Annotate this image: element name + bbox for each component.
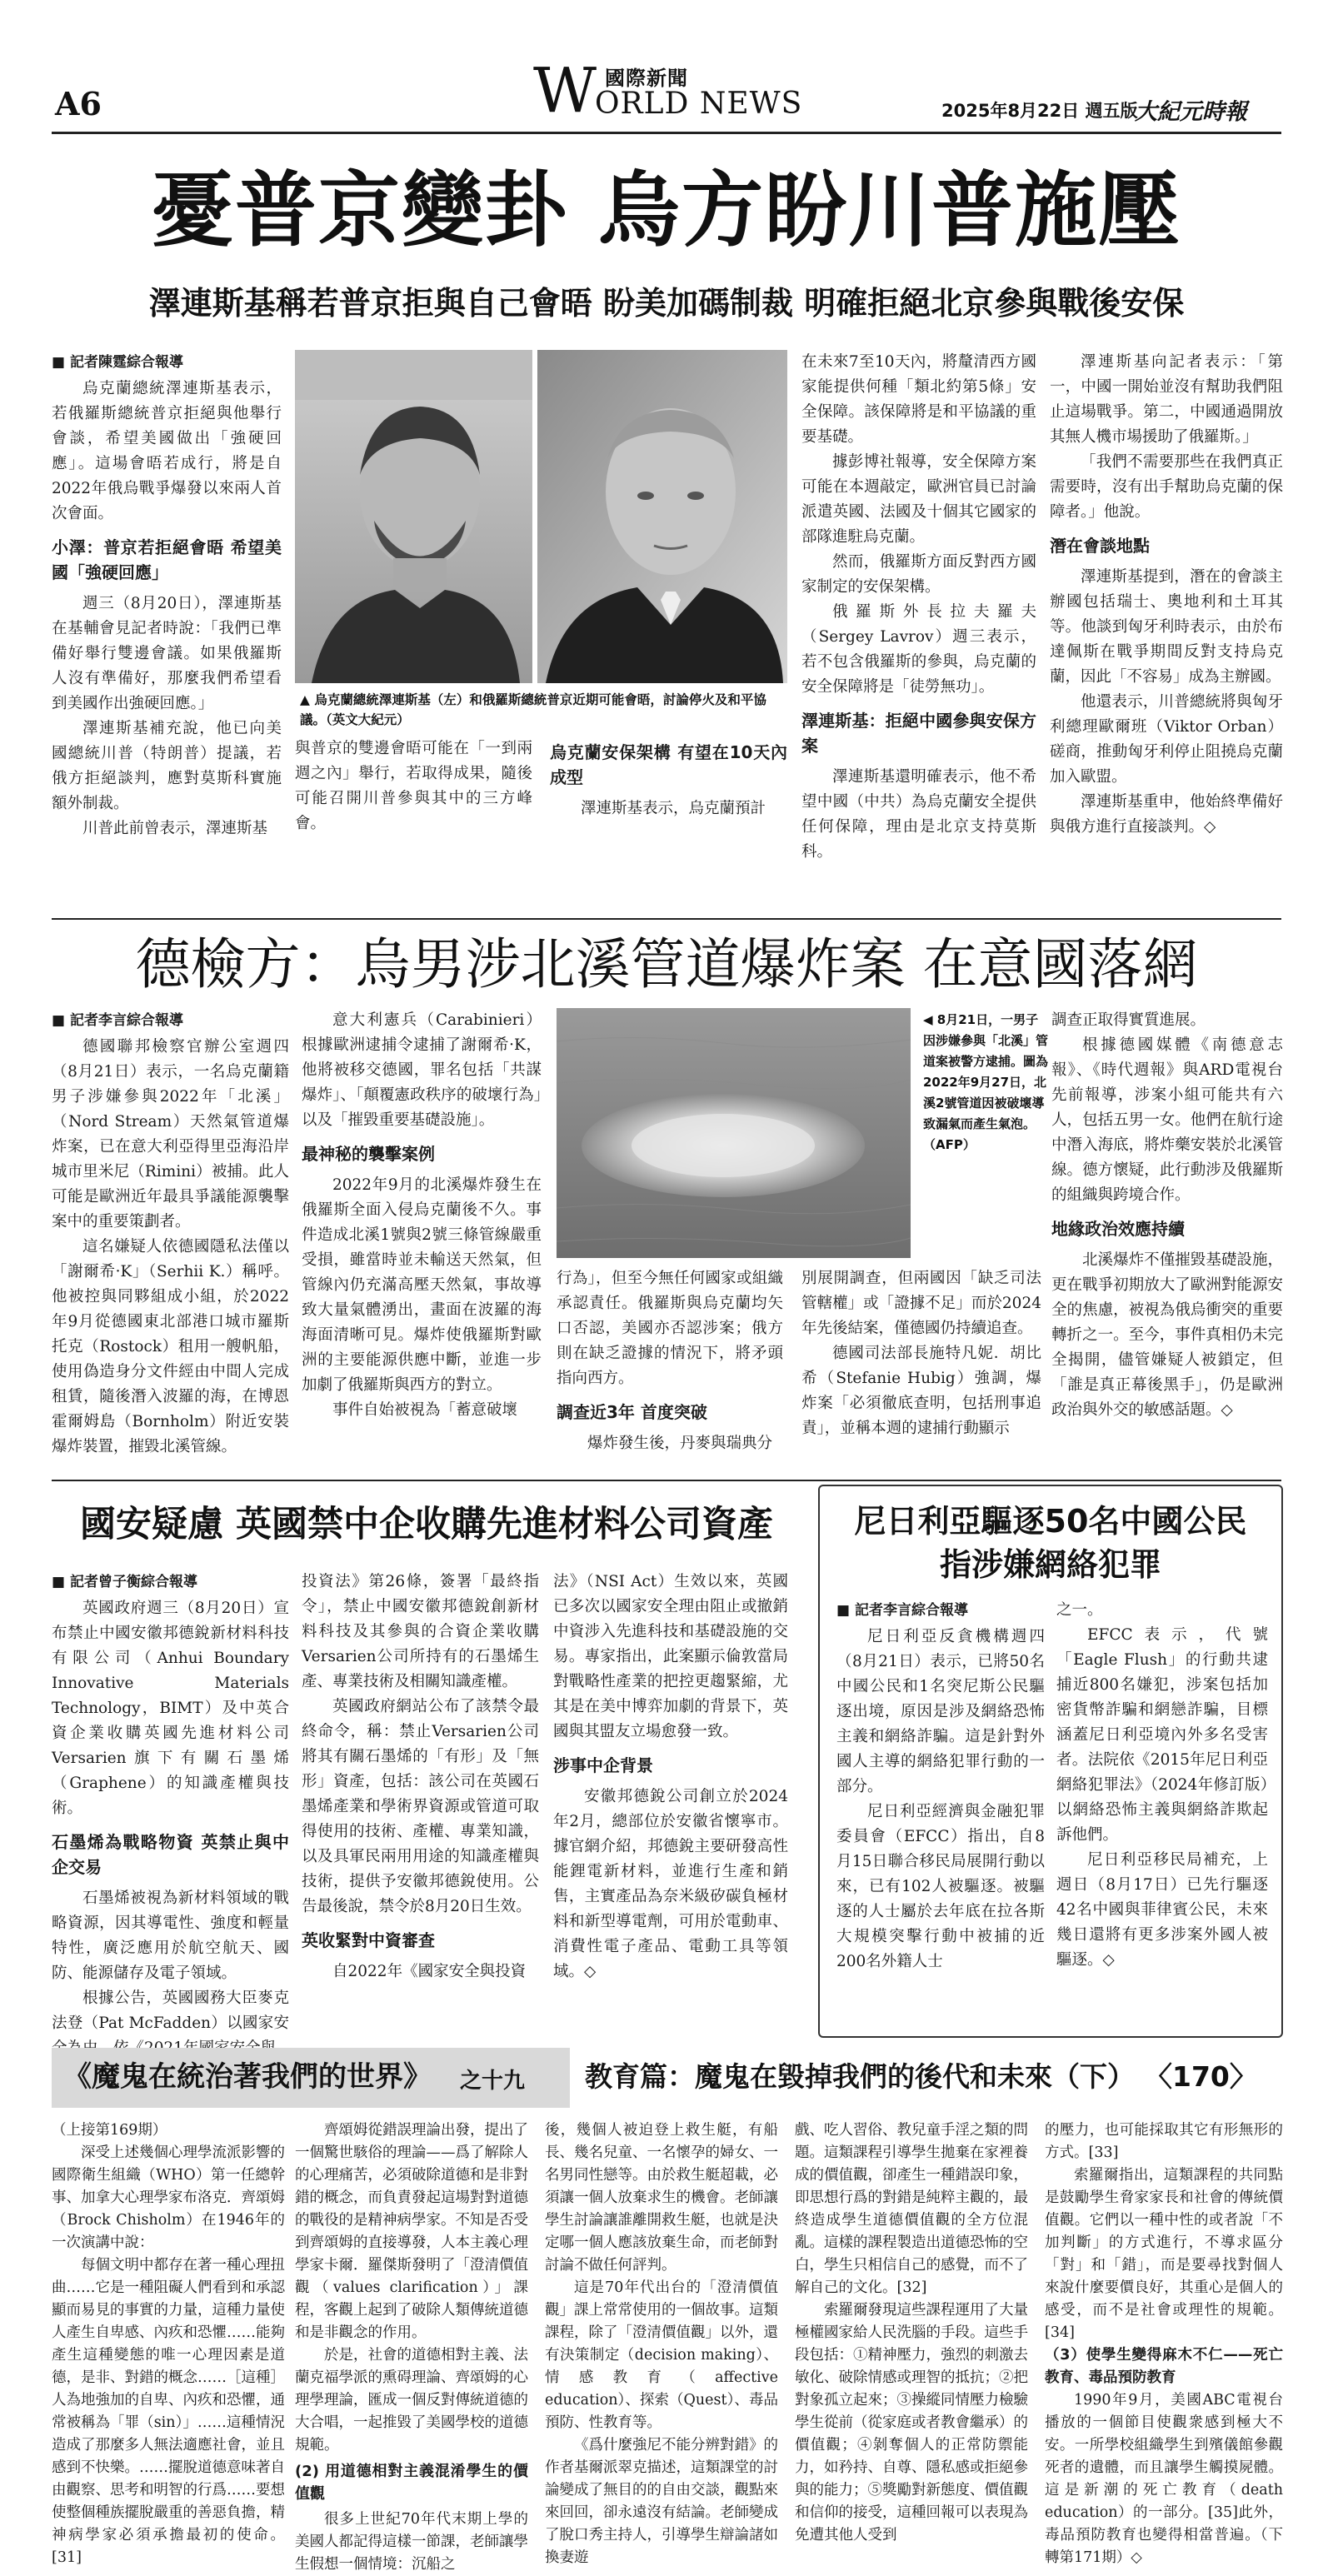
story5-paragraph: （上接第169期） bbox=[52, 2122, 167, 2139]
story2-paragraph: 事件自始被視為「蓄意破壞 bbox=[332, 1401, 518, 1419]
story1-subhead-1: 小澤：普京若拒絕會晤 希望美國「強硬回應」 bbox=[52, 537, 282, 582]
zelensky-photo bbox=[295, 350, 532, 683]
story3-paragraph: 英國政府週三（8月20日）宣布禁止中國安徽邦德銳新材料科技有限公司（Anhui Boundary Innovative Materials Technology，BIMT）及中英合資企業收購英國先進材料公司Versarien旗下有關石墨烯（Graphene）的知識產權與技術。 bbox=[52, 1600, 289, 1817]
story3-column-1 bbox=[52, 1570, 289, 2036]
issue-date: 2025年8月22日 週五版 bbox=[941, 101, 1138, 121]
zelensky-portrait-image bbox=[295, 350, 532, 683]
story3-subhead-2: 涉事中企背景 bbox=[553, 1755, 653, 1775]
section-logo bbox=[533, 55, 825, 127]
story2-paragraph: 爆炸發生後，丹麥與瑞典分 bbox=[587, 1435, 773, 1452]
story5-column-2 bbox=[295, 2119, 528, 2573]
section-title-cn: 國際新聞 bbox=[605, 67, 688, 90]
story5-paragraph: 索羅爾發現這些課程運用了大量極權國家給人民洗腦的手段。這些手段包括：①精神壓力，強烈的刺激去敏化、破除情感或理智的抵抗；②把對象孤立起來；③操縱同情壓力檢驗學生從前（從家庭或者教會繼承）的價值觀；④剝奪個人的正常防禦能力，如矜持、自尊、隱私感或拒絕參與的能力；⑤獎勵對新態度、價值觀和信仰的接受，這種回報可以表現為免遭其他人受到 bbox=[795, 2302, 1028, 2544]
story2-paragraph: 德國司法部長施特凡妮．胡比希（Stefanie Hubig）強調，爆炸案「必須徹底查明，包括刑事追責」，並稱本週的逮捕行動顯示 bbox=[801, 1345, 1041, 1437]
series-title: 《魔鬼在統治著我們的世界》 bbox=[63, 2060, 432, 2094]
story2-paragraph: 根據德國媒體《南德意志報》、《時代週報》與ARD電視台先前報導，涉案小組可能共有六人，包括五男一女。他們在航行途中潛入海底，將炸藥安裝於北溪管線。德方懷疑，此行動涉及俄羅斯的組織與跨境合作。 bbox=[1051, 1036, 1283, 1204]
story1-paragraph: 「我們不需要那些在我們真正需要時，沒有出手幫助烏克蘭的保障者。」他說。 bbox=[1050, 453, 1283, 521]
story2-subhead-1: 最神秘的襲擊案例 bbox=[302, 1144, 435, 1164]
gas-leak-sea-image bbox=[557, 1008, 911, 1258]
story2-paragraph: 行為」，但至今無任何國家或組織承認責任。俄羅斯與烏克蘭均矢口否認，美國亦否認涉案；俄方則在缺乏證據的情況下，將矛頭指向西方。 bbox=[557, 1270, 783, 1387]
story3-paragraph: 英國政府網站公布了該禁令最終命令，稱：禁止Versarien公司將其有關石墨烯的「有形」及「無形」資產，包括：該公司在英國石墨烯產業和學術界資源或管道可取得使用的技術、產權、專業知識，以及具軍民兩用用途的知識產權與技術，提供予安徽邦德銳使用。公告最後說，禁令於8月20日生效。 bbox=[302, 1698, 539, 1915]
chapter-title: 教育篇：魔鬼在毀掉我們的後代和未來（下） bbox=[585, 2060, 1135, 2093]
paper-name: 大紀元時報 bbox=[1135, 99, 1247, 125]
story1-paragraph: 澤連斯基表示，烏克蘭預計 bbox=[581, 800, 766, 817]
story5-column-3 bbox=[545, 2119, 778, 2566]
story2-paragraph: 別展開調查，但兩國因「缺乏司法管轄權」或「證據不足」而於2024年先後結案，僅德國仍持續追查。 bbox=[801, 1270, 1041, 1337]
story1-column-5 bbox=[1050, 350, 1283, 916]
story4-paragraph: 尼日利亞移民局補充，上週日（8月17日）已先行驅逐42名中國與菲律賓公民，未來幾日還將有更多涉案外國人被驅逐。◇ bbox=[1056, 1851, 1268, 1969]
story1-paragraph: 川普此前曾表示，澤連斯基 bbox=[82, 820, 268, 837]
story1-subhead-4: 潛在會談地點 bbox=[1050, 536, 1150, 556]
story3-headline: 國安疑慮 英國禁中企收購先進材料公司資產 bbox=[80, 1504, 773, 1545]
story4-paragraph: EFCC表示，代號「Eagle Flush」的行動共逮捕近800名嫌犯，涉案包括加密貨幣詐騙和網戀詐騙，目標涵蓋尼日利亞境內外多名受害者。法院依《2015年尼日利亞網絡犯罪法》（2024年修訂版）以網絡恐怖主義與網絡詐欺起訴他們。 bbox=[1056, 1626, 1268, 1844]
story1-byline: ■ 記者陳霆綜合報導 bbox=[52, 354, 183, 371]
story3-column-3 bbox=[553, 1570, 788, 2036]
divider bbox=[52, 918, 1281, 920]
story2-paragraph: 2022年9月的北溪爆炸發生在俄羅斯全面入侵烏克蘭後不久。事件造成北溪1號與2號三條管線嚴重受損，雖當時並未輸送天然氣，但管線內仍充滿高壓天然氣，事故導致大量氣體湧出，畫面在波羅的海海面清晰可見。爆炸使俄羅斯對歐洲的主要能源供應中斷，並進一步加劇了俄羅斯與西方的對立。 bbox=[302, 1176, 542, 1394]
story5-paragraph: 齊頌姆從錯誤理論出發，提出了一個驚世駭俗的理論——爲了解除人的心理痛苦，必須破除道德和是非對錯的概念，而負責發起這場對對道德的戰役的是精神病學家。不知是否受到齊頌姆的直接導發，人本主義心理學家卡爾．羅傑斯發明了「澄清價值觀（values clarification）」課程，客觀上起到了破除人類傳統道德和是非觀念的作用。 bbox=[295, 2122, 528, 2341]
story4-column-2 bbox=[1056, 1598, 1268, 2031]
story1-column-3 bbox=[550, 736, 787, 911]
story5-paragraph: 每個文明中都存在著一種心理扭曲……它是一種阻礙人們看到和承認顯而易見的事實的力量，這種力量使人產生自卑感、內疚和恐懼……能夠產生這種變態的唯一心理因素是道德，是非、對錯的概念……［這種］人為地強加的自卑、內疚和恐懼，通常被稱為「罪（sin）」……這種情況造成了那麼多人無法適應社會，並且感到不快樂。……擺脫道德意味著自由觀察、思考和明智的行爲……要想使整個種族擺脫嚴重的善惡負擔，精神病學家必須承擔最初的使命。[31] bbox=[52, 2257, 285, 2566]
section-title-en: ORLD NEWS bbox=[595, 87, 803, 121]
putin-photo bbox=[537, 350, 787, 683]
divider bbox=[52, 1480, 1281, 1481]
story2-byline: ■ 記者李言綜合報導 bbox=[52, 1012, 183, 1029]
nordstream-photo bbox=[557, 1008, 911, 1258]
story3-paragraph: 石墨烯被視為新材料領域的戰略資源，因其導電性、強度和輕量特性，廣泛應用於航空航天、國防、能源儲存及電子領域。 bbox=[52, 1890, 289, 1982]
story1-subhead-3: 澤連斯基：拒絕中國參與安保方案 bbox=[801, 711, 1036, 756]
masthead bbox=[0, 0, 1333, 158]
story5-paragraph: 《爲什麼強尼不能分辨對錯》的作者基爾派翠克描述，這類課堂的討論變成了無目的的自由交談，觀點來來回回，卻永遠沒有結論。老師變成了脫口秀主持人，引導學生辯論諸如換妻遊 bbox=[545, 2437, 778, 2566]
story1-paragraph: 澤連斯基重申，他始終準備好與俄方進行直接談判。◇ bbox=[1050, 793, 1283, 836]
story3-column-2 bbox=[302, 1570, 539, 2036]
story2-column-2 bbox=[302, 1008, 542, 1475]
story3-paragraph: 安徽邦德銳公司創立於2024年2月，總部位於安徽省懷寧市。據官網介紹，邦德銳主要研發高性能鋰電新材料，並進行生產和銷售，主實產品為奈米級矽碳負極材料和新型導電劑，可用於電動車、消費性電子產品、電動工具等領域。◇ bbox=[553, 1788, 788, 1980]
story4-paragraph: 尼日利亞經濟與金融犯罪委員會（EFCC）指出，自8月15日聯合移民局展開行動以來，已有102人被驅逐。被驅逐的人士屬於去年底在拉各斯大規模突擊行動中被捕的近200名外籍人士 bbox=[836, 1803, 1045, 1970]
chapter-number: 〈170〉 bbox=[1145, 2060, 1257, 2093]
story1-paragraph: 澤連斯基補充說，他已向美國總統川普（特朗普）提議，若俄方拒絕談判，應對莫斯科實施額外制裁。 bbox=[52, 720, 282, 812]
story5-paragraph: 1990年9月，美國ABC電視台播放的一個節目使觀衆感到極大不安。一所學校組織學生到殯儀館參觀死者的遺體，而且讓學生觸摸屍體。這是新潮的死亡教育（death education）的一部分。[35]此外，毒品預防教育也變得相當普遍。（下轉第171期）◇ bbox=[1045, 2392, 1283, 2566]
story1-paragraph: 週三（8月20日），澤連斯基在基輔會見記者時說：「我們已準備好舉行雙邊會議。如果俄羅斯人沒有準備好，那麼我們希望看到美國作出強硬回應。」 bbox=[52, 595, 282, 712]
story2-paragraph: 這名嫌疑人依德國隱私法僅以「謝爾希·K」（Serhii K.）稱呼。他被控與同夥組成小組，於2022年9月從德國東北部港口城市羅斯托克（Rostock）租用一艘帆船，使用偽造身分文件經由中間人完成租賃，隨後潛入波羅的海，在博恩霍爾姆島（Bornholm）附近安裝爆炸裝置，摧毀北溪管線。 bbox=[52, 1238, 289, 1455]
story2-subhead-2: 調查近3年 首度突破 bbox=[557, 1402, 707, 1422]
story2-column-4 bbox=[801, 1266, 1041, 1475]
story2-subhead-3: 地緣政治效應持續 bbox=[1051, 1219, 1185, 1239]
story1-column-2 bbox=[295, 736, 532, 911]
story5-paragraph: 很多上世紀70年代末期上學的美國人都記得這樣一節課，老師讓學生假想一個情境：沉船之 bbox=[295, 2511, 528, 2573]
story2-column-5 bbox=[1051, 1008, 1283, 1475]
story1-photo-caption: ▲ 烏克蘭總統澤連斯基（左）和俄羅斯總統普京近期可能會晤，討論停火及和平協議。（英文大紀元） bbox=[300, 692, 766, 727]
story5-paragraph: 後，幾個人被迫登上救生艇，有船長、幾名兒童、一名懷孕的婦女、一名男同性戀等。由於救生艇超載，必須讓一個人放棄求生的機會。老師讓學生討論讓誰離開救生艇，也就是決定哪一個人應該放棄生命，而老師對討論不做任何評判。 bbox=[545, 2122, 778, 2274]
story2-paragraph: 德國聯邦檢察官辦公室週四（8月21日）表示，一名烏克蘭籍男子涉嫌參與2022年「北溪」（Nord Stream）天然氣管道爆炸案，已在意大利亞得里亞海沿岸城市里米尼（Rimini）被捕。此人可能是歐洲近年最具爭議能源襲擊案中的重要策劃者。 bbox=[52, 1038, 289, 1231]
story5-subhead-1: (2) 用道德相對主義混淆學生的價值觀 bbox=[295, 2463, 528, 2503]
story4-paragraph: 之一。 bbox=[1056, 1601, 1103, 1619]
story5-paragraph: （3）使學生變得麻木不仁——死亡教育、毒品預防教育 bbox=[1045, 2347, 1283, 2386]
story3-subhead-1: 石墨烯為戰略物資 英禁止與中企交易 bbox=[52, 1832, 289, 1877]
story1-paragraph: 與普京的雙邊會晤可能在「一到兩週之內」舉行，若取得成果，隨後可能召開川普參與其中的三方峰會。 bbox=[295, 740, 532, 832]
story1-paragraph: 澤連斯基提到，潛在的會談主辦國包括瑞士、奧地利和土耳其等。他談到匈牙利時表示，由於布達佩斯在戰爭期間反對支持烏克蘭，因此「不容易」成為主辦國。 bbox=[1050, 568, 1283, 686]
series-banner bbox=[52, 2048, 1281, 2108]
story3-paragraph: 根據公告，英國國務大臣麥克法登（Pat McFadden）以國家安 bbox=[52, 1989, 289, 2032]
story2-column-1 bbox=[52, 1008, 289, 1475]
story5-paragraph: 這是70年代出台的「澄清價值觀」課上常常使用的一個故事。這類課程，除了「澄清價值觀」以外，還有決策制定（decision making）、情感教育（affective education）、探索（Quest）、毒品預防、性教育等。 bbox=[545, 2279, 778, 2431]
story5-paragraph: 於是，社會的道德相對主義、法蘭克福學派的熏碍理論、齊頌姆的心理學理論，匯成一個反對傳統道德的大合唱，一起推毀了美國學校的道德規範。 bbox=[295, 2347, 528, 2454]
story5-column-1 bbox=[52, 2119, 285, 2566]
putin-portrait-image bbox=[537, 350, 787, 683]
page-number: A6 bbox=[55, 85, 102, 122]
story1-paragraph: 澤連斯基向記者表示：「第一，中國一開始並沒有幫助我們阻止這場戰爭。第二，中國通過開放其無人機市場援助了俄羅斯。」 bbox=[1050, 353, 1283, 446]
story4-headline-line2: 指涉嫌網絡犯罪 bbox=[939, 1546, 1161, 1583]
section-logo-w: W bbox=[533, 55, 597, 127]
story2-column-3 bbox=[557, 1266, 783, 1475]
story3-subhead-2: 英收緊對中資審查 bbox=[302, 1930, 435, 1950]
story1-paragraph: 然而，俄羅斯方面反對西方國家制定的安保架構。 bbox=[801, 553, 1036, 596]
story5-paragraph: 深受上述幾個心理學流派影響的國際衛生組織（WHO）第一任總幹事、加拿大心理學家布洛克．齊頌姆（Brock Chisholm）在1946年的一次演講中說： bbox=[52, 2144, 285, 2251]
series-part: 之十九 bbox=[460, 2069, 526, 2094]
story3-paragraph: 投資法》第26條，簽署「最終指令」，禁止中國安徽邦德銳創新材料科技及其參與的合資企業收購Versarien公司所持有的石墨烯生產、專業技術及相關知識產權。 bbox=[302, 1573, 539, 1690]
story1-paragraph: 據彭博社報導，安全保障方案可能在本週敲定，歐洲官員已討論派遣英國、法國及十個其它國家的部隊進駐烏克蘭。 bbox=[801, 453, 1036, 546]
masthead-rule bbox=[52, 132, 1281, 134]
story2-photo-caption: ◀ 8月21日，一男子因涉嫌參與「北溪」管道案被警方逮捕。圖為2022年9月27日，北溪2號管道因被破壞導致漏氣而產生氣泡。（AFP） bbox=[923, 1012, 1049, 1152]
story1-paragraph: 烏克蘭總統澤連斯基表示，若俄羅斯總統普京拒絕與他舉行會談，希望美國做出「強硬回應」。這場會晤若成行，將是自2022年俄烏戰爭爆發以來兩人首次會面。 bbox=[52, 380, 282, 522]
story4-byline: ■ 記者李言綜合報導 bbox=[836, 1602, 968, 1619]
story4-column-1 bbox=[836, 1598, 1045, 2031]
story2-paragraph: 意大利憲兵（Carabinieri）根據歐洲逮捕令逮捕了謝爾希·K，他將被移交德國，罪名包括「共謀爆炸」、「顛覆憲政秩序的破壞行為」以及「摧毀重要基礎設施」。 bbox=[302, 1011, 542, 1129]
story4-headline-line1: 尼日利亞驅逐50名中國公民 bbox=[854, 1503, 1247, 1540]
story1-column-4 bbox=[801, 350, 1036, 916]
story3-byline: ■ 記者曾子衡綜合報導 bbox=[52, 1574, 197, 1590]
story4-paragraph: 尼日利亞反貪機構週四（8月21日）表示，已將50名中國公民和1名突尼斯公民驅逐出境，原因是涉及網絡恐怖主義和網絡詐騙。這是針對外國人主導的網絡犯罪行動的一部分。 bbox=[836, 1628, 1045, 1795]
story2-paragraph: 調查正取得實質進展。 bbox=[1051, 1011, 1206, 1029]
story5-column-4 bbox=[795, 2119, 1028, 2544]
story3-paragraph: 法》（NSI Act）生效以來，英國已多次以國家安全理由阻止或撤銷中資涉入先進科技和基礎設施的交易。專家指出，此案顯示倫敦當局對戰略性產業的把控更趨緊縮，尤其是在美中博弈加劇的背景下，英國與其盟友立場愈發一致。 bbox=[553, 1573, 788, 1740]
story1-subhead-2: 烏克蘭安保架構 有望在10天內成型 bbox=[550, 742, 787, 787]
series-title-box bbox=[52, 2048, 570, 2108]
story5-paragraph: 索羅爾指出，這類課程的共同點是鼓勵學生脅家家長和社會的傳統價值觀。它們以一種中性的或者說「不加判斷」的方式進行，不導求區分「對」和「錯」，而是要尋找對個人來說什麼要價良好，其重心是個人的感受，而不是社會或理性的規範。[34] bbox=[1045, 2167, 1283, 2341]
story1-subheadline: 澤連斯基稱若普京拒與自己會晤 盼美加碼制裁 明確拒絕北京參與戰後安保 bbox=[148, 285, 1185, 322]
story1-paragraph: 在未來7至10天內，將釐清西方國家能提供何種「類北約第5條」安全保障。該保障將是和平協議的重要基礎。 bbox=[801, 353, 1036, 446]
story1-paragraph: 他還表示，川普總統將與匈牙利總理歐爾班（Viktor Orban）磋商，推動匈牙利停止阻撓烏克蘭加入歐盟。 bbox=[1050, 693, 1283, 786]
story5-paragraph: 的壓力，也可能採取其它有形無形的方式。[33] bbox=[1045, 2122, 1283, 2161]
story5-paragraph: 戲、吃人習俗、教兒童手淫之類的問題。這類課程引導學生拋棄在家裡養成的價值觀，卻產生一種錯誤印象，即思想行爲的對錯是純粹主觀的，最終造成學生道德價值觀的全方位混亂。這樣的課程製造出道德恐怖的空白，學生只相信自己的感覺，而不了解自己的文化。[32] bbox=[795, 2122, 1028, 2296]
story2-paragraph: 北溪爆炸不僅摧毀基礎設施，更在戰爭初期放大了歐洲對能源安全的焦慮，被視為俄烏衝突的重要轉折之一。至今，事件真相仍未完全揭開，儘管嫌疑人被鎖定，但「誰是真正幕後黑手」，仍是歐洲政治與外交的敏感話題。◇ bbox=[1051, 1251, 1283, 1419]
story3-paragraph: 自2022年《國家安全與投資 bbox=[332, 1963, 527, 1980]
story4-headline bbox=[825, 1500, 1276, 1586]
story1-paragraph: 澤連斯基還明確表示，他不希望中國（中共）為烏克蘭安全提供任何保障，理由是北京支持莫斯科。 bbox=[801, 768, 1036, 861]
story1-headline: 憂普京變卦 烏方盼川普施壓 bbox=[151, 162, 1182, 258]
story2-headline: 德檢方：烏男涉北溪管道爆炸案 在意國落網 bbox=[135, 932, 1198, 996]
story5-column-5 bbox=[1045, 2119, 1283, 2566]
story1-paragraph: 俄羅斯外長拉夫羅夫（Sergey Lavrov）週三表示，若不包含俄羅斯的參與，烏克蘭的安全保障將是「徒勞無功」。 bbox=[801, 603, 1036, 696]
